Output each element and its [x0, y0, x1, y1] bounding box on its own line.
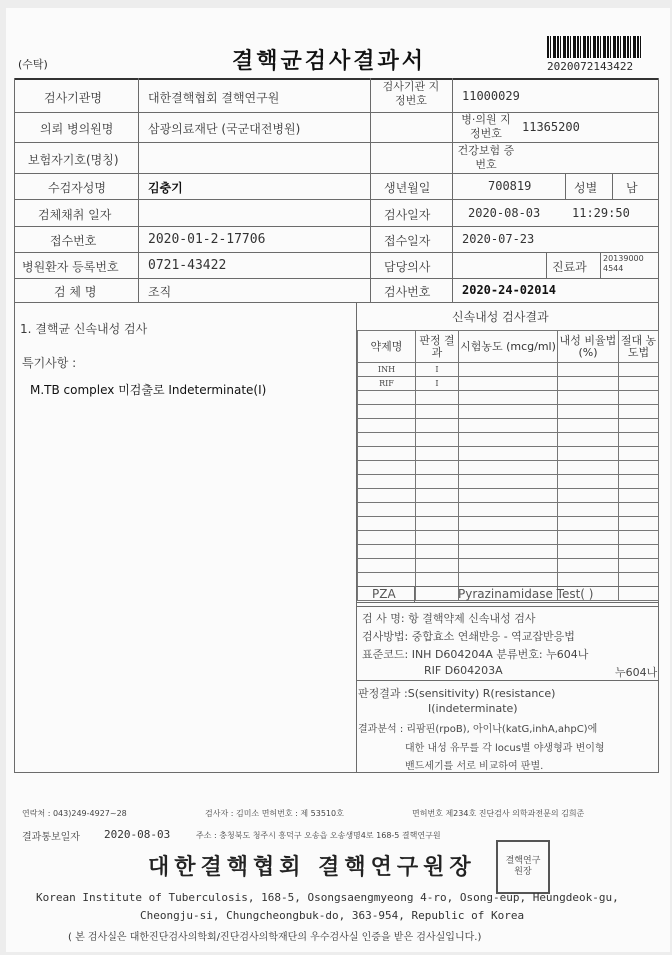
remarks-label: 특기사항 :	[22, 356, 77, 370]
col-drug: 약제명	[358, 331, 416, 363]
hospital-no-value: 0721-43422	[148, 258, 227, 273]
contact: 연락처 : 043)249-4927~28	[22, 809, 127, 818]
birth-label: 생년월일	[384, 181, 431, 195]
page-title: 결핵균검사결과서	[232, 49, 427, 74]
address-en-line2: Cheongju-si, Chungcheongbuk-do, 363-954, Republic of Korea	[140, 909, 525, 922]
judge-line1: 판정결과 :S(sensitivity) R(resistance)	[358, 687, 556, 700]
col-absolute: 절대 농도법	[619, 331, 659, 363]
notify-label: 결과통보일자	[22, 832, 80, 843]
test-no-value: 2020-24-02014	[462, 283, 556, 297]
hospital-no-label: 병원환자 등록번호	[22, 260, 119, 274]
address-en-line1: Korean Institute of Tuberculosis, 168-5, Osongsaengmyeong 4-ro, Osong-eup, Heungdeok-gu,	[36, 891, 619, 904]
analysis-line2: 대한 내성 유무를 각 locus별 야생형과 변이형	[405, 743, 605, 754]
table-row	[358, 489, 659, 503]
table-row	[358, 531, 659, 545]
doctor-label: 담당의사	[384, 260, 431, 274]
method-code-line1: 표준코드: INH D604204A 분류번호: 누604나	[362, 648, 589, 661]
table-row	[358, 461, 659, 475]
reg-no-value: 2020-01-2-17706	[148, 232, 266, 247]
test-no-label: 검사번호	[384, 285, 431, 299]
table-row	[358, 419, 659, 433]
patient-label: 수검자성명	[48, 181, 106, 195]
drug-cell: INH	[358, 363, 416, 377]
test-item: 1. 결핵균 신속내성 검사	[20, 322, 148, 336]
table-row	[358, 447, 659, 461]
table-row	[358, 517, 659, 531]
license: 면허번호 제234호 진단검사 의학과전문의 김희준	[412, 809, 585, 818]
method-test-name: 검 사 명: 항 결핵약제 신속내성 검사	[362, 612, 536, 625]
method-code-line2b: 누604나	[615, 666, 658, 679]
inst-code-value: 11000029	[462, 89, 520, 103]
judge-line2: I(indeterminate)	[428, 702, 518, 715]
method-test-method: 검사방법: 중합효소 연쇄반응 - 역교잡반응법	[362, 630, 575, 643]
dept-code: 20139000 4544	[603, 254, 644, 273]
sex-label: 성별	[574, 181, 598, 195]
certification-note: ( 본 검사실은 대한진단검사의학회/진단검사의학재단의 우수검사실 인증을 받은 검사실입니다.)	[68, 932, 482, 943]
requester-label: 의뢰 병의원명	[40, 122, 114, 136]
receipt-mark: (수탁)	[18, 58, 48, 71]
reg-no-label: 접수번호	[50, 234, 97, 248]
clinic-code-label: 병·의원 지정번호	[461, 113, 511, 140]
drug-cell: RIF	[358, 377, 416, 391]
patient-name: 김충기	[148, 181, 183, 195]
institution-value: 대한결핵협회 결핵연구원	[148, 91, 280, 105]
judgement-cell: I	[416, 363, 459, 377]
specimen-value: 조직	[148, 285, 172, 299]
col-ratio: 내성 비율법(%)	[558, 331, 619, 363]
pza-value: Pyrazinamidase Test( )	[458, 587, 594, 601]
test-time-value: 11:29:50	[572, 206, 630, 220]
sex-value: 남	[626, 181, 638, 195]
health-card-label: 건강보험 증번호	[457, 144, 515, 171]
barcode-number: 2020072143422	[547, 60, 634, 73]
test-date-value: 2020-08-03	[468, 206, 541, 220]
table-row	[358, 475, 659, 489]
org-name: 대한결핵협회 결핵연구원장	[148, 855, 476, 880]
address-kr: 주소 : 충청북도 청주시 흥덕구 오송읍 오송생명4로 168-5 결핵연구원	[196, 831, 441, 840]
inspector: 검사자 : 김미소 면허번호 : 제 53510호	[205, 809, 344, 818]
barcode	[547, 36, 643, 58]
receipt-date-label: 접수일자	[384, 234, 431, 248]
table-row	[358, 433, 659, 447]
insurance-label: 보험자기호(명칭)	[28, 153, 119, 167]
specimen-label: 검 체 명	[54, 285, 97, 299]
notify-date: 2020-08-03	[104, 828, 171, 841]
birth-value: 700819	[488, 179, 532, 193]
collect-label: 검체채취 일자	[38, 208, 112, 222]
col-mic: 시험농도 (mcg/ml)	[459, 331, 558, 363]
table-row	[358, 363, 659, 377]
institution-label: 검사기관명	[44, 91, 102, 105]
table-row	[358, 405, 659, 419]
test-date-label: 검사일자	[384, 208, 431, 222]
analysis-line1: 결과분석 : 리팜핀(rpoB), 아이나(katG,inhA,ahpC)에	[358, 724, 598, 735]
col-judgement: 판정 결과	[416, 331, 459, 363]
method-code-line2: RIF D604203A	[424, 664, 503, 677]
receipt-date-value: 2020-07-23	[462, 232, 535, 246]
resistance-heading: 신속내성 검사결과	[452, 310, 549, 324]
table-row	[358, 545, 659, 559]
table-row	[358, 391, 659, 405]
requester-value: 삼광의료재단 (국군대전병원)	[148, 122, 301, 136]
clinic-code-value: 11365200	[522, 120, 580, 134]
pza-label: PZA	[372, 587, 396, 601]
inst-code-label: 검사기관 지정번호	[382, 80, 440, 107]
judgement-cell: I	[416, 377, 459, 391]
resistance-header-row	[358, 331, 659, 363]
table-row	[358, 377, 659, 391]
dept-label: 진료과	[552, 260, 587, 274]
table-row	[358, 559, 659, 573]
analysis-line3: 밴드세기를 서로 비교하여 판별.	[405, 761, 544, 772]
table-row	[358, 503, 659, 517]
table-row	[358, 573, 659, 587]
resistance-table	[357, 330, 659, 601]
official-seal: 결핵연구원장	[496, 840, 550, 894]
remarks-value: M.TB complex 미검출로 Indeterminate(I)	[30, 383, 267, 397]
